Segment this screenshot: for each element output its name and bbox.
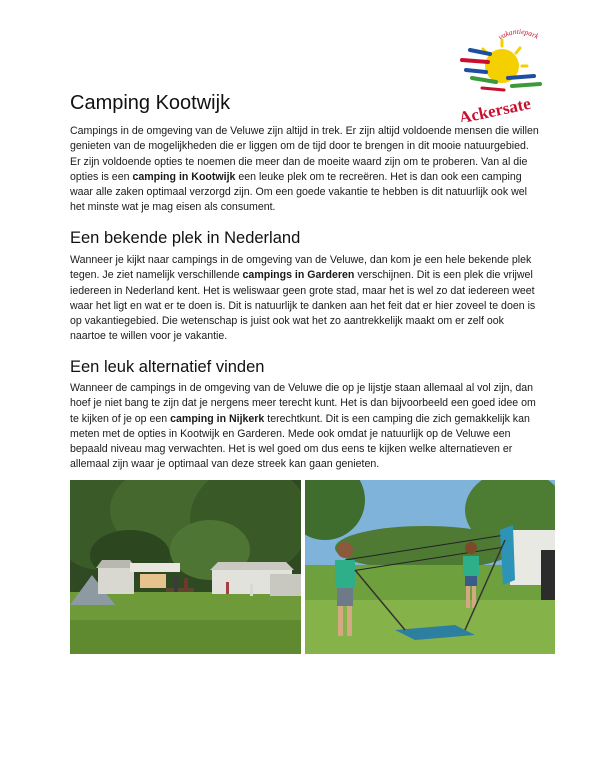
bold-link-kootwijk: camping in Kootwijk (132, 170, 236, 183)
intro-paragraph: Campings in de omgeving van de Veluwe zijn altijd in trek. Er zijn altijd voldoende mensen die willen genieten van de mogelijkheden die er liggen om de tijd door te brengen in dit mooie natuurgebied. Er zijn voldoende opties te noemen die meer dan de moeite waard zijn om te proberen. Van al die opties is een camping in Kootwijk een leuke plek om te recreëren. Het is dan ook een camping waar alle zaken optimaal verzorgd zijn. Om een goede vakantie te hebben is dit natuurlijk ook wel het minste wat je mag eisen als consument. (70, 125, 539, 214)
bold-link-garderen: campings in Garderen (242, 269, 355, 282)
logo-name: Ackersate (457, 93, 533, 122)
badminton-photo (305, 480, 555, 654)
campsite-photo (70, 480, 301, 654)
section-heading-bekende-plek: Een bekende plek in Nederland (70, 229, 301, 247)
page-title: Camping Kootwijk (70, 92, 231, 114)
section2-paragraph: Wanneer de campings in de omgeving van de Veluwe die op je lijstje staan allemaal al vol zijn, dan hoef je niet bang te zijn dat je nergens meer terecht kunt. Het is dan bijvoorbeeld een goed idee om te kijken of je op een camping in Nijkerk terechtkunt. Dit is een camping die zich gemakkelijk kan meten met de opties in Kootwijk en Garderen. Mede ook omdat je natuurlijk op de Veluwe een bepaald niveau mag verwachten. Het is wel goed om dus eens te kijken welke alternatieven er allemaal zijn waar je optimaal van deze streek kan gaan genieten. (70, 382, 536, 471)
ackersate-logo (452, 26, 550, 122)
section1-paragraph: Wanneer je kijkt naar campings in de omgeving van de Veluwe, dan kom je een hele bekende plek tegen. Je ziet namelijk verschillende campings in Garderen verschijnen. Dit is een plek die vrijwel iedereen in Nederland kent. Het is weliswaar geen grote stad, maar het is wel zo dat iedereen weet waar het ligt en wat er te doen is. Dit is natuurlijk te danken aan het feit dat er hier zoveel te doen is op vakantiegebied. Die wetenschap is juist ook wat het zo aantrekkelijk maakt om er zelf ook naartoe te willen voor je vakantie. (70, 254, 536, 343)
section-heading-alternatief: Een leuk alternatief vinden (70, 358, 265, 376)
bold-link-nijkerk: camping in Nijkerk (170, 412, 265, 425)
logo-tagline: vakantiepark (496, 26, 541, 42)
